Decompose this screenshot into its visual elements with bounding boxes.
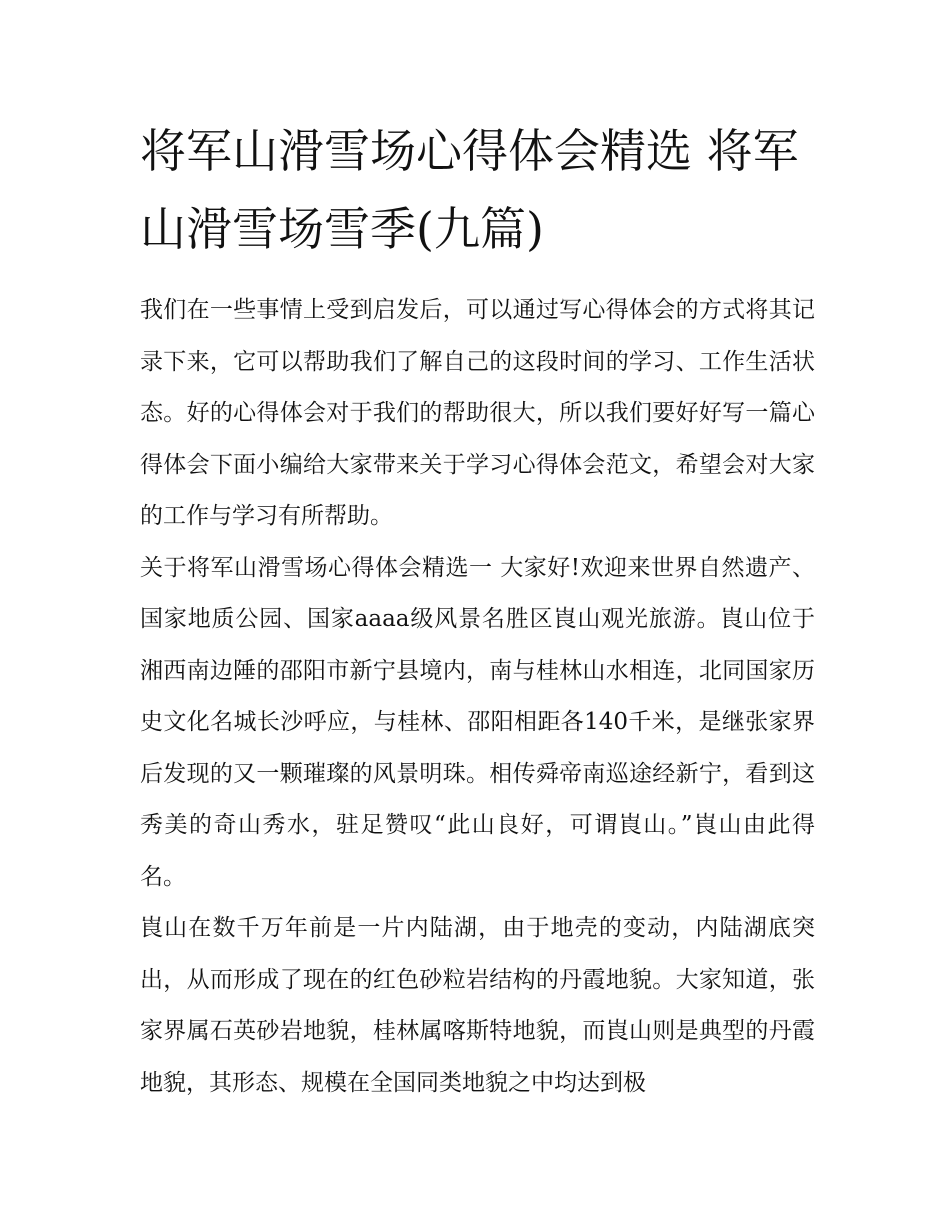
essay-one-paragraph: 关于将军山滑雪场心得体会精选一 大家好!欢迎来世界自然遗产、国家地质公园、国家aaaa级风景名胜区崀山观光旅游。崀山位于湘西南边陲的邵阳市新宁县境内，南与桂林山水相连，北同国家历史文化名城长沙呼应，与桂林、邵阳相距各140千米，是继张家界后发现的又一颗璀璨的风景明珠。相传舜帝南巡途经新宁，看到这秀美的奇山秀水，驻足赞叹“此山良好，可谓崀山。”崀山由此得名。 [140, 554, 815, 890]
document-title: 将军山滑雪场心得体会精选 将军山滑雪场雪季(九篇) [140, 124, 799, 256]
document-body [140, 112, 815, 1109]
geology-paragraph: 崀山在数千万年前是一片内陆湖，由于地壳的变动，内陆湖底突出，从而形成了现在的红色砂粒岩结构的丹霞地貌。大家知道，张家界属石英砂岩地貌，桂林属喀斯特地貌，而崀山则是典型的丹霞地貌，其形态、规模在全国同类地貌之中均达到极 [140, 915, 815, 1096]
intro-paragraph: 我们在一些事情上受到启发后，可以通过写心得体会的方式将其记录下来，它可以帮助我们了解自己的这段时间的学习、工作生活状态。好的心得体会对于我们的帮助很大，所以我们要好好写一篇心得体会下面小编给大家带来关于学习心得体会范文，希望会对大家的工作与学习有所帮助。 [140, 297, 815, 529]
